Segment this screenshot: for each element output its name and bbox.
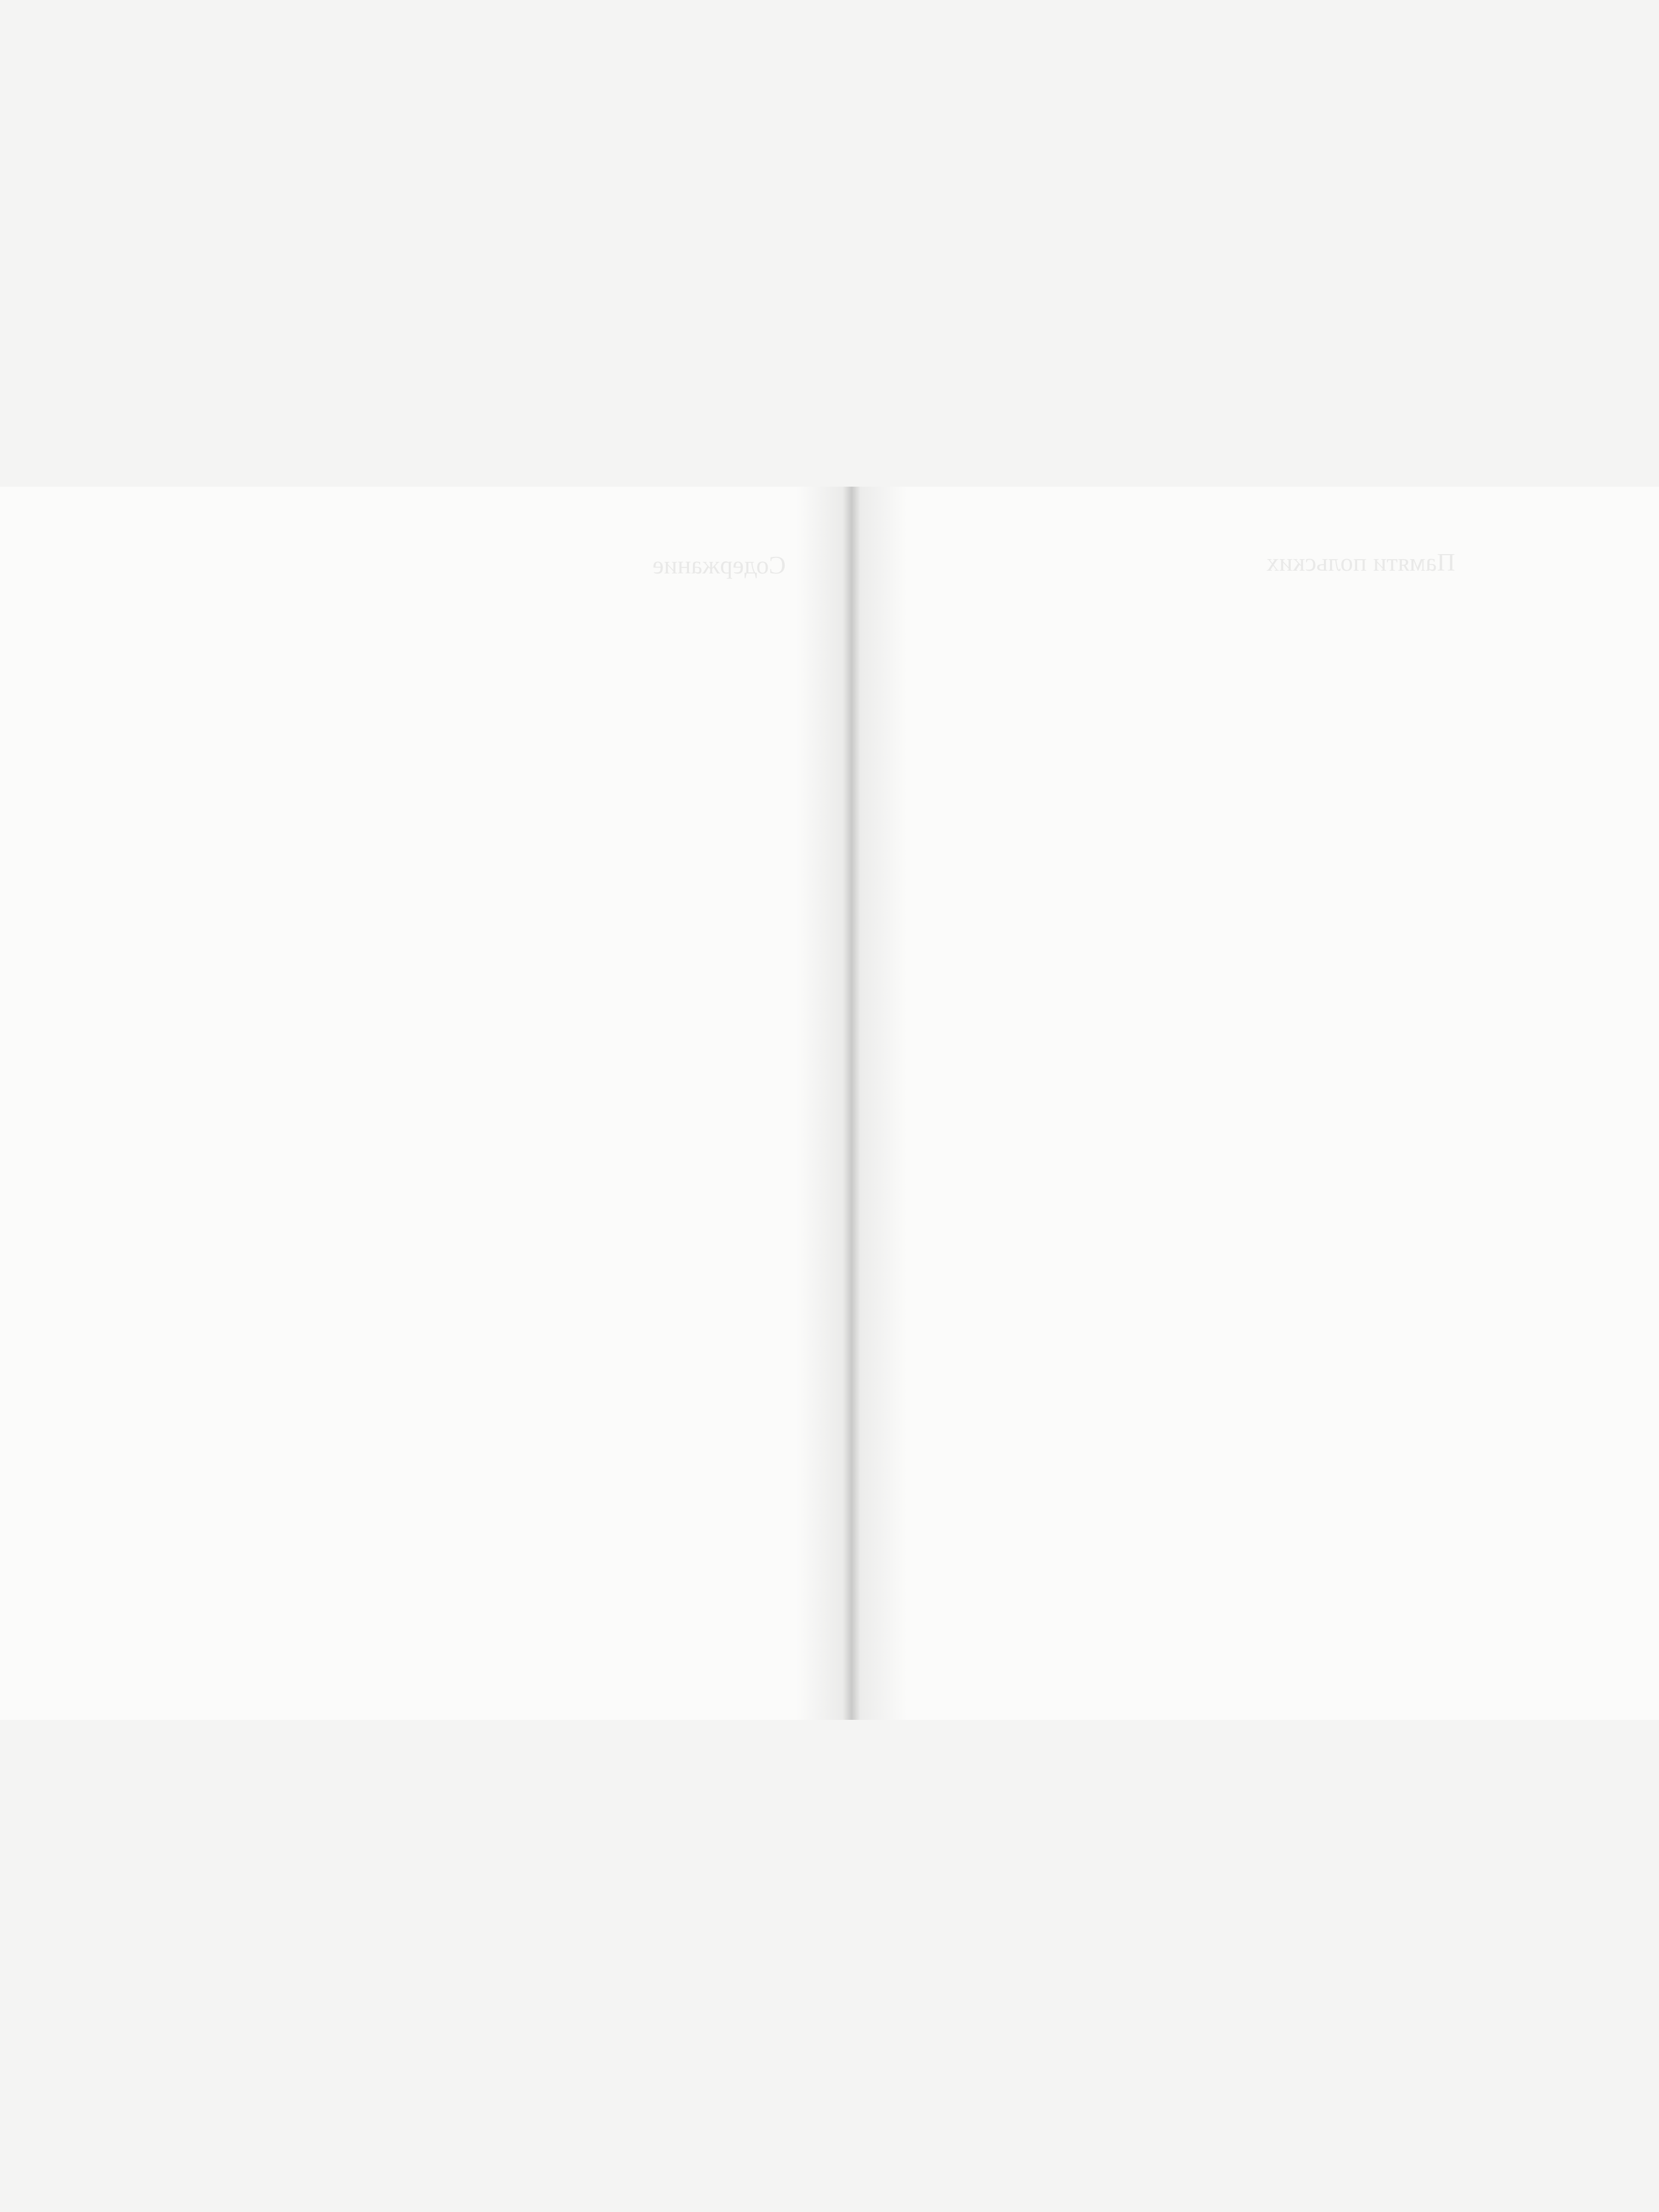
book-gutter <box>796 487 907 1720</box>
